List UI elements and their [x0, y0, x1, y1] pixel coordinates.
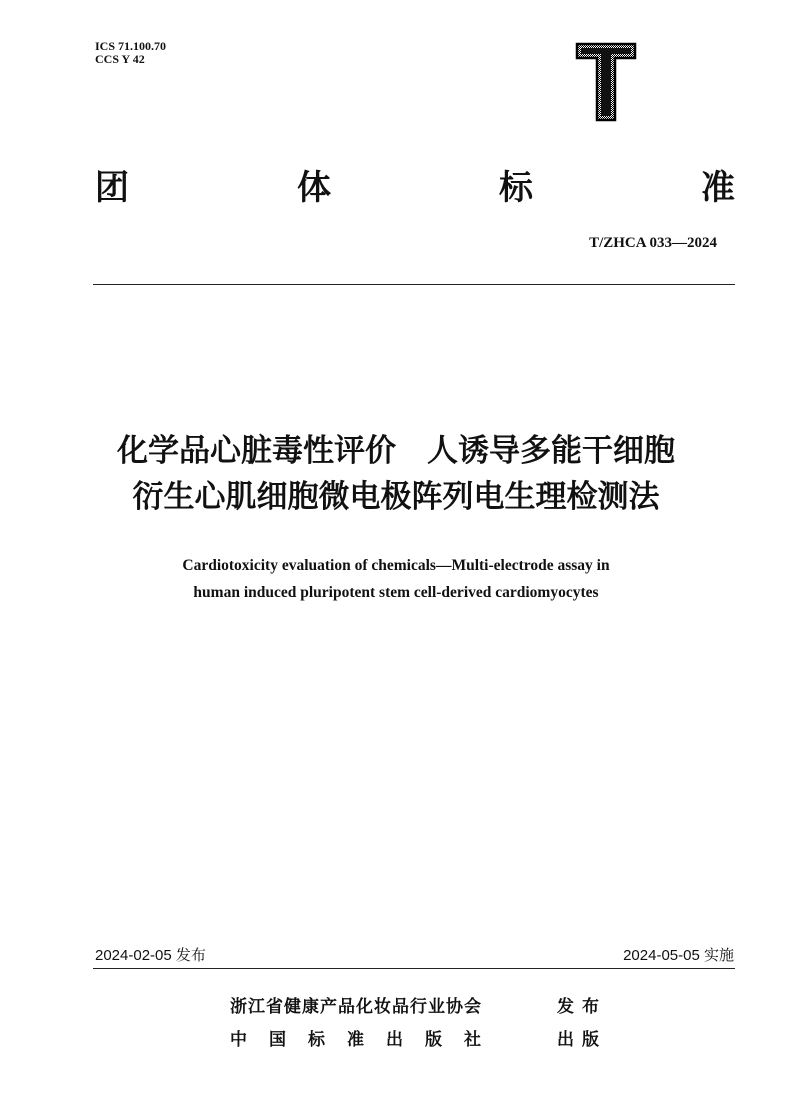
ccs-code: CCS Y 42 [95, 52, 145, 66]
classification-codes [95, 40, 166, 66]
publisher-name: 中国标准出版社 [230, 1030, 503, 1050]
issuer-action: 发布 [557, 997, 607, 1017]
release-date: 2024-02-05 发布 [95, 947, 206, 964]
english-title [60, 552, 732, 606]
standard-type [95, 160, 735, 209]
top-divider [93, 284, 735, 285]
t-logo-icon [573, 40, 639, 124]
standard-type-char: 团 [95, 168, 129, 208]
chinese-title-line: 化学品心脏毒性评价 人诱导多能干细胞 [117, 433, 675, 469]
issuing-organization: 浙江省健康产品化妆品行业协会 [230, 997, 482, 1017]
chinese-title [60, 428, 732, 520]
chinese-title-line: 衍生心肌细胞微电极阵列电生理检测法 [132, 479, 660, 515]
standard-type-char: 准 [701, 168, 735, 208]
bottom-divider [93, 968, 735, 969]
publisher-action: 出版 [557, 1030, 607, 1050]
ics-code: ICS 71.100.70 [95, 39, 167, 53]
english-title-line: Cardiotoxicity evaluation of chemicals—Multi-electrode assay in [182, 557, 610, 574]
standard-number: T/ZHCA 033—2024 [589, 235, 717, 251]
standard-type-char: 体 [297, 168, 331, 208]
implementation-date: 2024-05-05 实施 [623, 947, 734, 964]
standard-type-char: 标 [499, 168, 533, 208]
english-title-line: human induced pluripotent stem cell-derived cardiomyocytes [193, 584, 599, 601]
